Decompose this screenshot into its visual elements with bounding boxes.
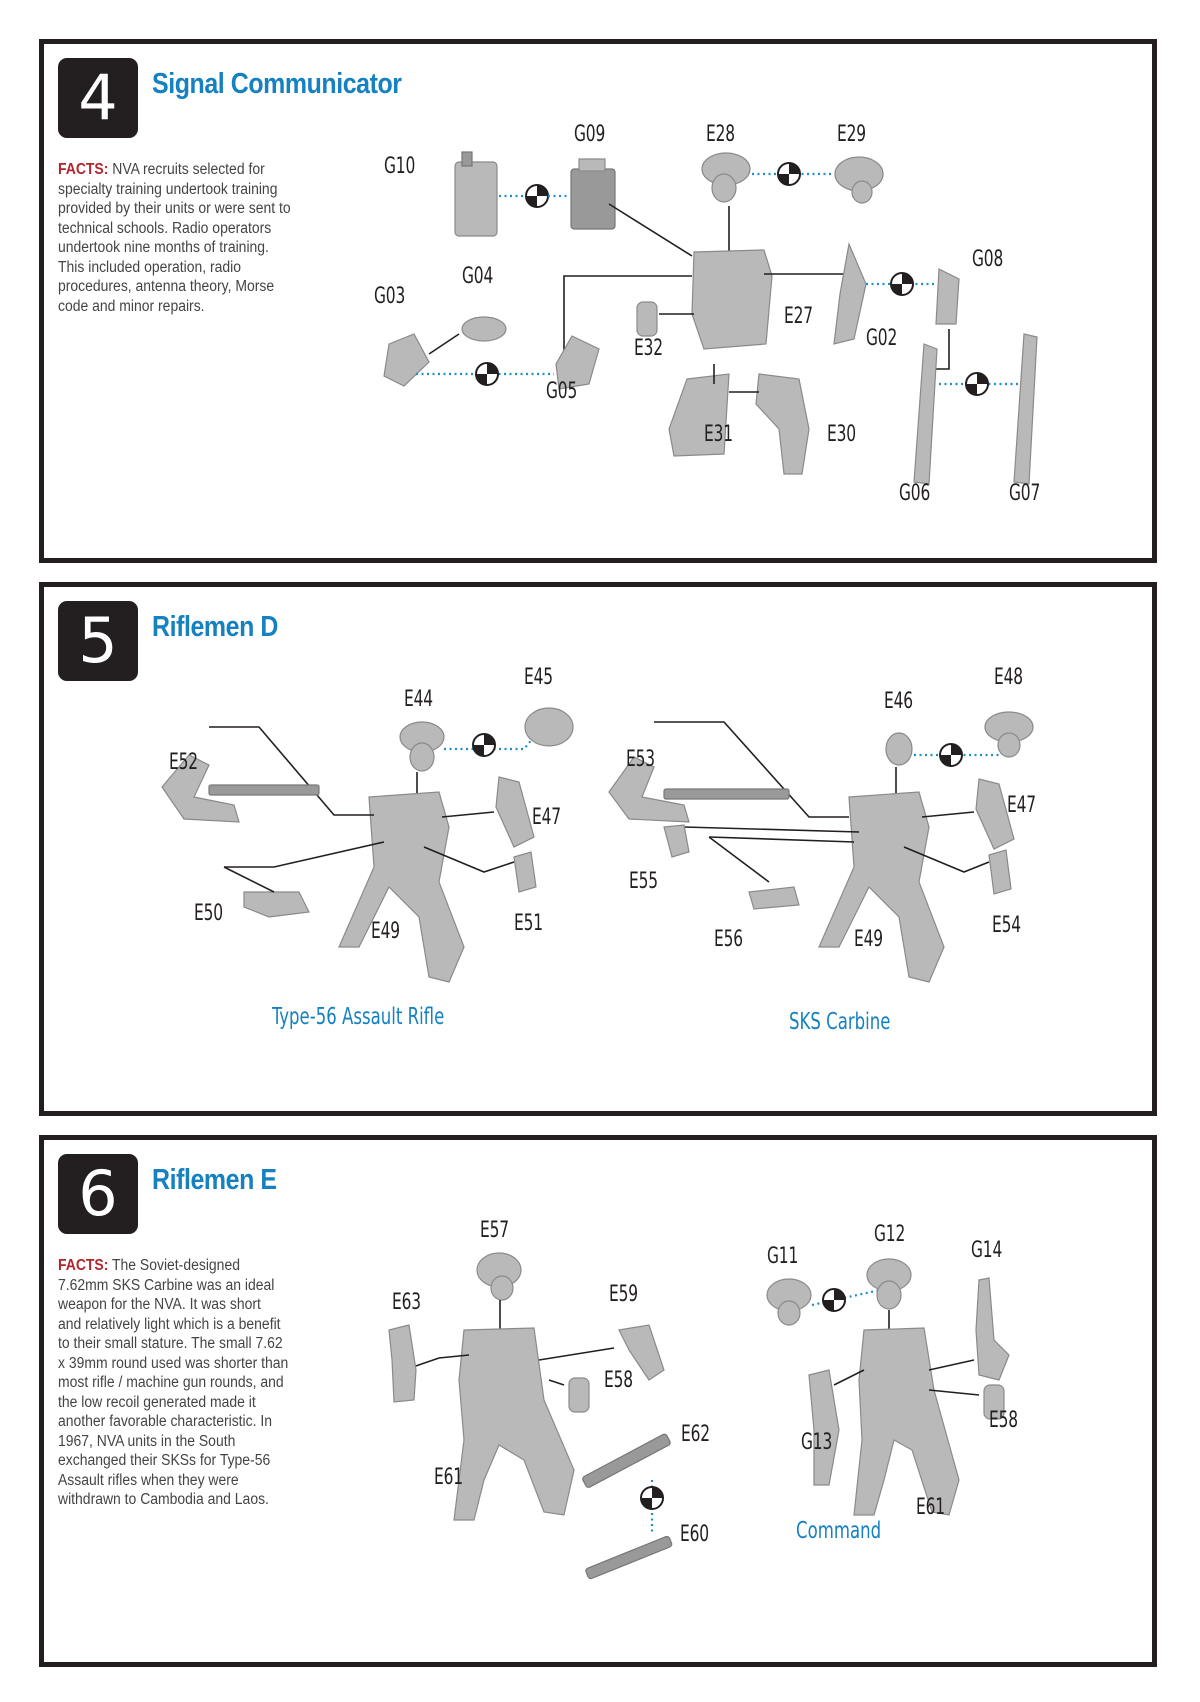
part-G02 xyxy=(834,244,866,344)
part-E55 xyxy=(664,825,689,857)
part-E30 xyxy=(756,374,809,474)
part-G13 xyxy=(809,1370,839,1485)
variant-caption-command: Command xyxy=(796,1518,882,1544)
step-panel-6 xyxy=(39,1135,1157,1667)
callout-label: E59 xyxy=(609,1282,638,1307)
part-E58 xyxy=(569,1378,589,1412)
facts-line: and relatively light which is a benefit xyxy=(58,1315,281,1333)
join-marker-icon xyxy=(823,1289,845,1311)
part-G11 xyxy=(767,1279,811,1325)
facts-line: exchanged their SKSs for Type-56 xyxy=(58,1452,271,1469)
callout-label: G12 xyxy=(874,1222,906,1247)
facts-line: The Soviet-designed xyxy=(112,1257,240,1274)
callout-label: E62 xyxy=(681,1422,710,1447)
callout-label: G08 xyxy=(972,247,1004,272)
part-E47 xyxy=(496,777,534,847)
callout-label: E27 xyxy=(784,304,813,329)
callout-label: G13 xyxy=(801,1430,833,1455)
step-title: Signal Communicator xyxy=(152,68,402,100)
callout-label: E31 xyxy=(704,422,733,447)
part-G08 xyxy=(936,269,959,324)
part-G09 xyxy=(571,159,615,229)
step-title: Riflemen E xyxy=(152,1164,277,1196)
part-E49 xyxy=(339,792,464,982)
variant-caption-sks: SKS Carbine xyxy=(789,1009,891,1035)
callout-label: E50 xyxy=(194,901,223,926)
part-E29 xyxy=(835,157,883,203)
callout-label: E29 xyxy=(837,122,866,147)
part-E51 xyxy=(514,852,536,892)
callout-label: E28 xyxy=(706,122,735,147)
callout-label: G14 xyxy=(971,1238,1003,1263)
facts-line: specialty training undertook training xyxy=(58,180,278,198)
callout-label: E49 xyxy=(371,919,400,944)
callout-label: E46 xyxy=(884,689,913,714)
callout-label: G09 xyxy=(574,122,606,147)
step-panel-4 xyxy=(39,39,1157,563)
facts-line: x 39mm round used was shorter than xyxy=(58,1354,289,1372)
join-marker-icon xyxy=(940,744,962,766)
callout-label: E51 xyxy=(514,911,543,936)
callout-label: G10 xyxy=(384,154,416,179)
part-E57 xyxy=(477,1253,521,1300)
part-G04 xyxy=(462,317,506,341)
step-number-badge: 6 xyxy=(58,1154,138,1234)
facts-line: undertook nine months of training. xyxy=(58,239,269,256)
facts-line: NVA recruits selected for xyxy=(112,161,265,178)
facts-label: FACTS: xyxy=(58,1257,109,1274)
part-E63 xyxy=(389,1325,416,1402)
callout-label: G02 xyxy=(866,326,898,351)
callout-label: E47 xyxy=(1007,793,1036,818)
step-panel-5 xyxy=(39,582,1157,1116)
part-G03 xyxy=(384,334,429,386)
facts-line: Assault rifles when they were xyxy=(58,1471,239,1489)
callout-label: E58 xyxy=(989,1408,1018,1433)
part-E56 xyxy=(749,887,799,909)
part-G14 xyxy=(976,1278,1009,1380)
callout-label: E48 xyxy=(994,665,1023,690)
facts-line: 1967, NVA units in the South xyxy=(58,1432,236,1450)
facts-line: weapon for the NVA. It was short xyxy=(58,1296,261,1313)
part-E48 xyxy=(985,712,1033,757)
facts-line: This included operation, radio xyxy=(58,258,242,276)
part-E61 xyxy=(854,1328,959,1515)
callout-label: G06 xyxy=(899,481,931,506)
callout-label: E45 xyxy=(524,665,553,690)
part-G06 xyxy=(914,344,937,484)
facts-label: FACTS: xyxy=(58,161,109,178)
callout-label: G07 xyxy=(1009,481,1041,506)
part-E62 xyxy=(582,1433,672,1488)
callout-label: E60 xyxy=(680,1522,709,1547)
part-E54 xyxy=(989,850,1011,894)
callout-label: E63 xyxy=(392,1290,421,1315)
facts-line: technical schools. Radio operators xyxy=(58,219,272,237)
step-number-badge: 5 xyxy=(58,601,138,681)
callout-label: E53 xyxy=(626,747,655,772)
part-E45 xyxy=(525,708,573,746)
part-E44 xyxy=(400,722,444,771)
join-marker-icon xyxy=(966,373,988,395)
part-E50 xyxy=(244,892,309,917)
join-marker-icon xyxy=(641,1487,663,1509)
facts-line: withdrawn to Cambodia and Laos. xyxy=(58,1491,269,1508)
step-title: Riflemen D xyxy=(152,611,278,643)
step-number-badge: 4 xyxy=(58,58,138,138)
facts-line: provided by their units or were sent to xyxy=(58,200,291,217)
callout-label: E61 xyxy=(916,1495,945,1520)
callout-label: E49 xyxy=(854,927,883,952)
callout-label: E54 xyxy=(992,913,1021,938)
facts-line: procedures, antenna theory, Morse xyxy=(58,278,275,295)
join-marker-icon xyxy=(476,363,498,385)
join-marker-icon xyxy=(891,273,913,295)
facts-line: 7.62mm SKS Carbine was an ideal xyxy=(58,1276,275,1294)
join-marker-icon xyxy=(526,185,548,207)
callout-label: E44 xyxy=(404,687,433,712)
callout-label: G03 xyxy=(374,284,406,309)
callout-label: G04 xyxy=(462,264,494,289)
callout-label: G05 xyxy=(546,379,578,404)
join-marker-icon xyxy=(473,734,495,756)
part-E32 xyxy=(637,302,657,336)
callout-label: E30 xyxy=(827,422,856,447)
callout-label: E55 xyxy=(629,869,658,894)
callout-label: E58 xyxy=(604,1368,633,1393)
part-G12 xyxy=(867,1259,911,1309)
assembly-diagram-6 xyxy=(44,1140,1152,1662)
variant-caption-type56: Type-56 Assault Rifle xyxy=(272,1004,445,1030)
part-E27 xyxy=(692,250,772,349)
facts-line: to their small stature. The small 7.62 xyxy=(58,1335,283,1352)
part-G07 xyxy=(1014,334,1037,484)
callout-label: G11 xyxy=(767,1244,799,1269)
callout-label: E57 xyxy=(480,1218,509,1243)
facts-line: another favorable characteristic. In xyxy=(58,1413,273,1430)
callout-label: E52 xyxy=(169,750,198,775)
part-G10 xyxy=(455,152,497,236)
facts-line: code and minor repairs. xyxy=(58,297,205,315)
part-E46 xyxy=(886,733,912,765)
part-E60 xyxy=(585,1536,673,1580)
callout-label: E61 xyxy=(434,1465,463,1490)
callout-label: E56 xyxy=(714,927,743,952)
facts-line: most rifle / machine gun rounds, and xyxy=(58,1374,284,1391)
join-marker-icon xyxy=(778,163,800,185)
facts-line: the low recoil generated made it xyxy=(58,1393,256,1411)
callout-label: E47 xyxy=(532,805,561,830)
callout-label: E32 xyxy=(634,336,663,361)
assembly-diagram-5 xyxy=(44,587,1152,1111)
part-E49 xyxy=(819,792,944,982)
part-E28 xyxy=(702,153,750,202)
